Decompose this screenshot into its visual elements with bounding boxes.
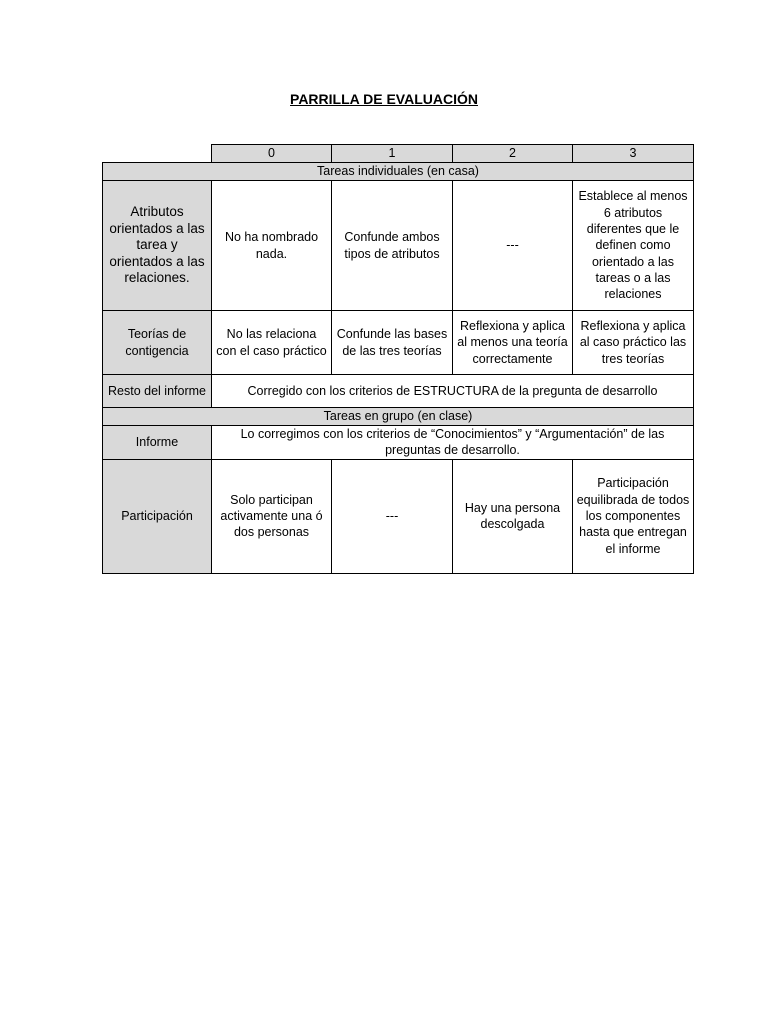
row-label-resto: Resto del informe (103, 375, 212, 408)
cell-atributos-0: No ha nombrado nada. (212, 181, 332, 311)
score-header-row (103, 145, 694, 163)
cell-participacion-1: --- (332, 459, 453, 573)
table-row-informe (103, 426, 694, 460)
table-row-teorias (103, 311, 694, 375)
score-header-2: 2 (453, 145, 573, 163)
cell-atributos-2: --- (453, 181, 573, 311)
section-group-label: Tareas en grupo (en clase) (103, 408, 694, 426)
document-title: PARRILLA DE EVALUACIÓN (290, 91, 478, 107)
cell-teorias-1: Confunde las bases de las tres teorías (332, 311, 453, 375)
table-row-resto (103, 375, 694, 408)
cell-atributos-1: Confunde ambos tipos de atributos (332, 181, 453, 311)
cell-teorias-2: Reflexiona y aplica al menos una teoría correctamente (453, 311, 573, 375)
table-row-atributos (103, 181, 694, 311)
table-row-participacion (103, 459, 694, 573)
section-individual-label: Tareas individuales (en casa) (103, 163, 694, 181)
cell-resto-text: Corregido con los criterios de ESTRUCTURA de la pregunta de desarrollo (212, 375, 694, 408)
cell-teorias-0: No las relaciona con el caso práctico (212, 311, 332, 375)
section-row-individual (103, 163, 694, 181)
evaluation-grid (102, 144, 694, 574)
score-header-3: 3 (573, 145, 694, 163)
cell-teorias-3: Reflexiona y aplica al caso práctico las tres teorías (573, 311, 694, 375)
cell-informe-text: Lo corregimos con los criterios de “Conocimientos” y “Argumentación” de las preguntas de desarrollo. (212, 426, 694, 460)
cell-participacion-2: Hay una persona descolgada (453, 459, 573, 573)
row-label-participacion: Participación (103, 459, 212, 573)
row-label-teorias: Teorías de contigencia (103, 311, 212, 375)
section-row-group (103, 408, 694, 426)
cell-participacion-3: Participación equilibrada de todos los componentes hasta que entregan el informe (573, 459, 694, 573)
row-label-informe: Informe (103, 426, 212, 460)
score-header-1: 1 (332, 145, 453, 163)
cell-participacion-0: Solo participan activamente una ó dos personas (212, 459, 332, 573)
row-label-atributos: Atributos orientados a las tarea y orientados a las relaciones. (103, 181, 212, 311)
corner-cell (103, 145, 212, 163)
score-header-0: 0 (212, 145, 332, 163)
cell-atributos-3: Establece al menos 6 atributos diferentes que le definen como orientado a las tareas o a las relaciones (573, 181, 694, 311)
